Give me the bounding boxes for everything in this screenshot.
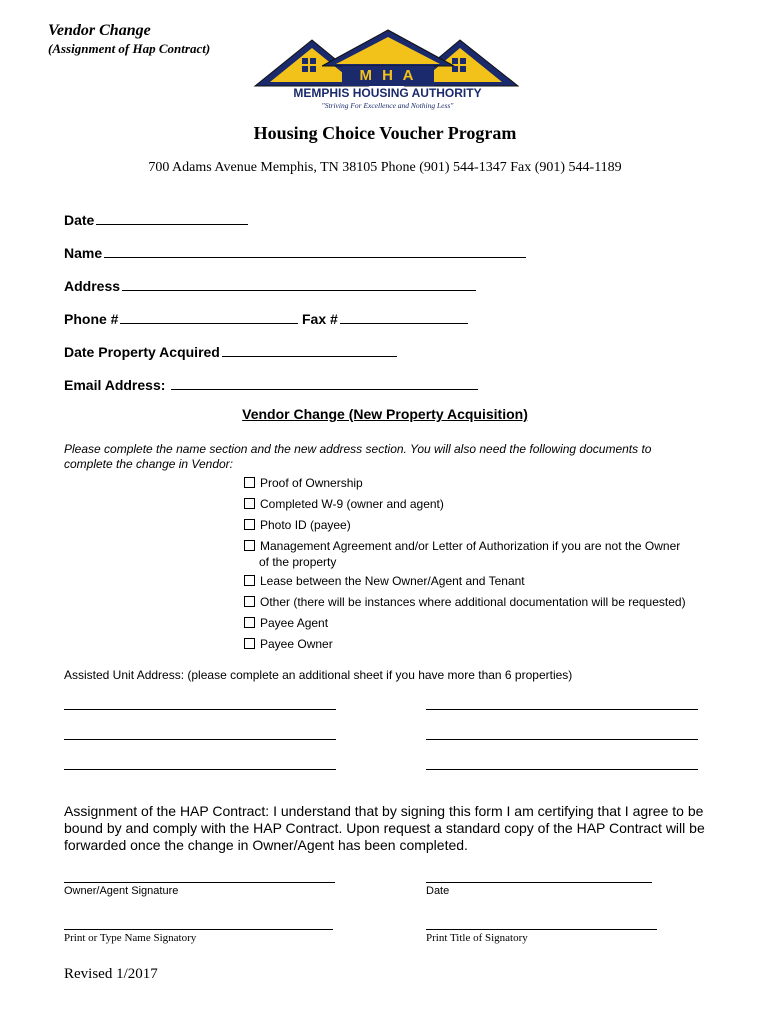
- checklist-label: Completed W-9 (owner and agent): [260, 497, 444, 511]
- checklist-item[interactable]: [244, 497, 444, 511]
- date-line[interactable]: [96, 210, 248, 225]
- phone-label: Phone #: [64, 311, 119, 327]
- fax-line[interactable]: [340, 309, 468, 324]
- print-title-line[interactable]: [426, 929, 657, 930]
- form-subtitle: (Assignment of Hap Contract): [48, 41, 211, 56]
- checklist-item[interactable]: [244, 616, 328, 630]
- date-property-acquired-label: Date Property Acquired: [64, 344, 220, 360]
- unit-address-line[interactable]: [426, 769, 698, 770]
- checkbox[interactable]: [244, 498, 255, 509]
- print-name-label: Print or Type Name Signatory: [64, 932, 197, 944]
- form-title: Vendor Change: [48, 22, 151, 39]
- date-property-acquired-line[interactable]: [222, 342, 397, 357]
- checklist-label: Payee Owner: [260, 637, 333, 651]
- checklist-label: Management Agreement and/or Letter of Authorization if you are not the Owner: [260, 539, 681, 553]
- owner-agent-signature-line[interactable]: [64, 882, 335, 883]
- signature-date-label: Date: [426, 885, 450, 897]
- unit-address-line[interactable]: [64, 739, 336, 740]
- print-title-label: Print Title of Signatory: [426, 932, 528, 944]
- checkbox[interactable]: [244, 575, 255, 586]
- instructions-line-2: complete the change in Vendor:: [64, 457, 234, 471]
- agency-address: 700 Adams Avenue Memphis, TN 38105 Phone (901) 544-1347 Fax (901) 544-1189: [148, 160, 622, 175]
- unit-address-line[interactable]: [64, 709, 336, 710]
- unit-address-line[interactable]: [426, 739, 698, 740]
- checkbox[interactable]: [244, 617, 255, 628]
- name-field[interactable]: [64, 243, 526, 261]
- checklist-item[interactable]: [244, 637, 333, 651]
- program-title: Housing Choice Voucher Program: [253, 123, 517, 143]
- mha-logo: [250, 28, 525, 114]
- org-tagline: "Striving For Excellence and Nothing Less": [321, 101, 454, 110]
- checkbox[interactable]: [244, 477, 255, 488]
- checkbox[interactable]: [244, 638, 255, 649]
- instructions-line-1: Please complete the name section and the new address section. You will also need the following documents to: [64, 442, 652, 456]
- checklist-item[interactable]: [244, 539, 680, 553]
- fax-label: Fax #: [302, 311, 338, 327]
- unit-address-line[interactable]: [64, 769, 336, 770]
- date-field[interactable]: [64, 210, 248, 228]
- email-field[interactable]: [64, 375, 478, 393]
- address-field[interactable]: [64, 276, 476, 294]
- checklist-item[interactable]: [244, 574, 525, 588]
- date-label: Date: [64, 212, 95, 228]
- revised-date: Revised 1/2017: [64, 966, 158, 982]
- email-line[interactable]: [171, 375, 478, 390]
- checklist-label: Other (there will be instances where additional documentation will be requested): [260, 595, 686, 609]
- checklist-label: Proof of Ownership: [260, 476, 363, 490]
- checklist-label: Payee Agent: [260, 616, 329, 630]
- phone-line[interactable]: [120, 309, 298, 324]
- date-property-acquired-field[interactable]: [64, 342, 397, 360]
- checklist-item[interactable]: [244, 518, 351, 532]
- email-label: Email Address:: [64, 377, 166, 393]
- checklist-item[interactable]: [244, 476, 363, 490]
- name-line[interactable]: [104, 243, 526, 258]
- address-label: Address: [64, 278, 121, 294]
- unit-address-line[interactable]: [426, 709, 698, 710]
- checklist-label-continued: of the property: [259, 555, 337, 569]
- assignment-line-3: forwarded once the change in Owner/Agent has been completed.: [64, 837, 468, 853]
- checkbox[interactable]: [244, 519, 255, 530]
- checkbox[interactable]: [244, 540, 255, 551]
- address-line[interactable]: [122, 276, 476, 291]
- signature-date-line[interactable]: [426, 882, 652, 883]
- checklist-label: Photo ID (payee): [260, 518, 351, 532]
- org-name: MEMPHIS HOUSING AUTHORITY: [293, 86, 482, 100]
- mha-letters: M H A: [359, 67, 417, 84]
- print-name-line[interactable]: [64, 929, 333, 930]
- checklist-label: Lease between the New Owner/Agent and Tenant: [260, 574, 525, 588]
- owner-agent-signature-label: Owner/Agent Signature: [64, 885, 179, 897]
- name-label: Name: [64, 245, 103, 261]
- fax-field[interactable]: [302, 309, 468, 327]
- checklist-item[interactable]: [244, 595, 686, 609]
- assisted-unit-label: Assisted Unit Address: (please complete an additional sheet if you have more than 6 properties): [64, 668, 573, 682]
- assignment-line-1: Assignment of the HAP Contract: I understand that by signing this form I am certifying that I agree to be: [64, 803, 704, 819]
- phone-field[interactable]: [64, 309, 298, 327]
- section-title: Vendor Change (New Property Acquisition): [242, 406, 528, 422]
- checkbox[interactable]: [244, 596, 255, 607]
- assignment-line-2: bound by and comply with the HAP Contract. Upon request a standard copy of the HAP Contract will be: [64, 820, 705, 836]
